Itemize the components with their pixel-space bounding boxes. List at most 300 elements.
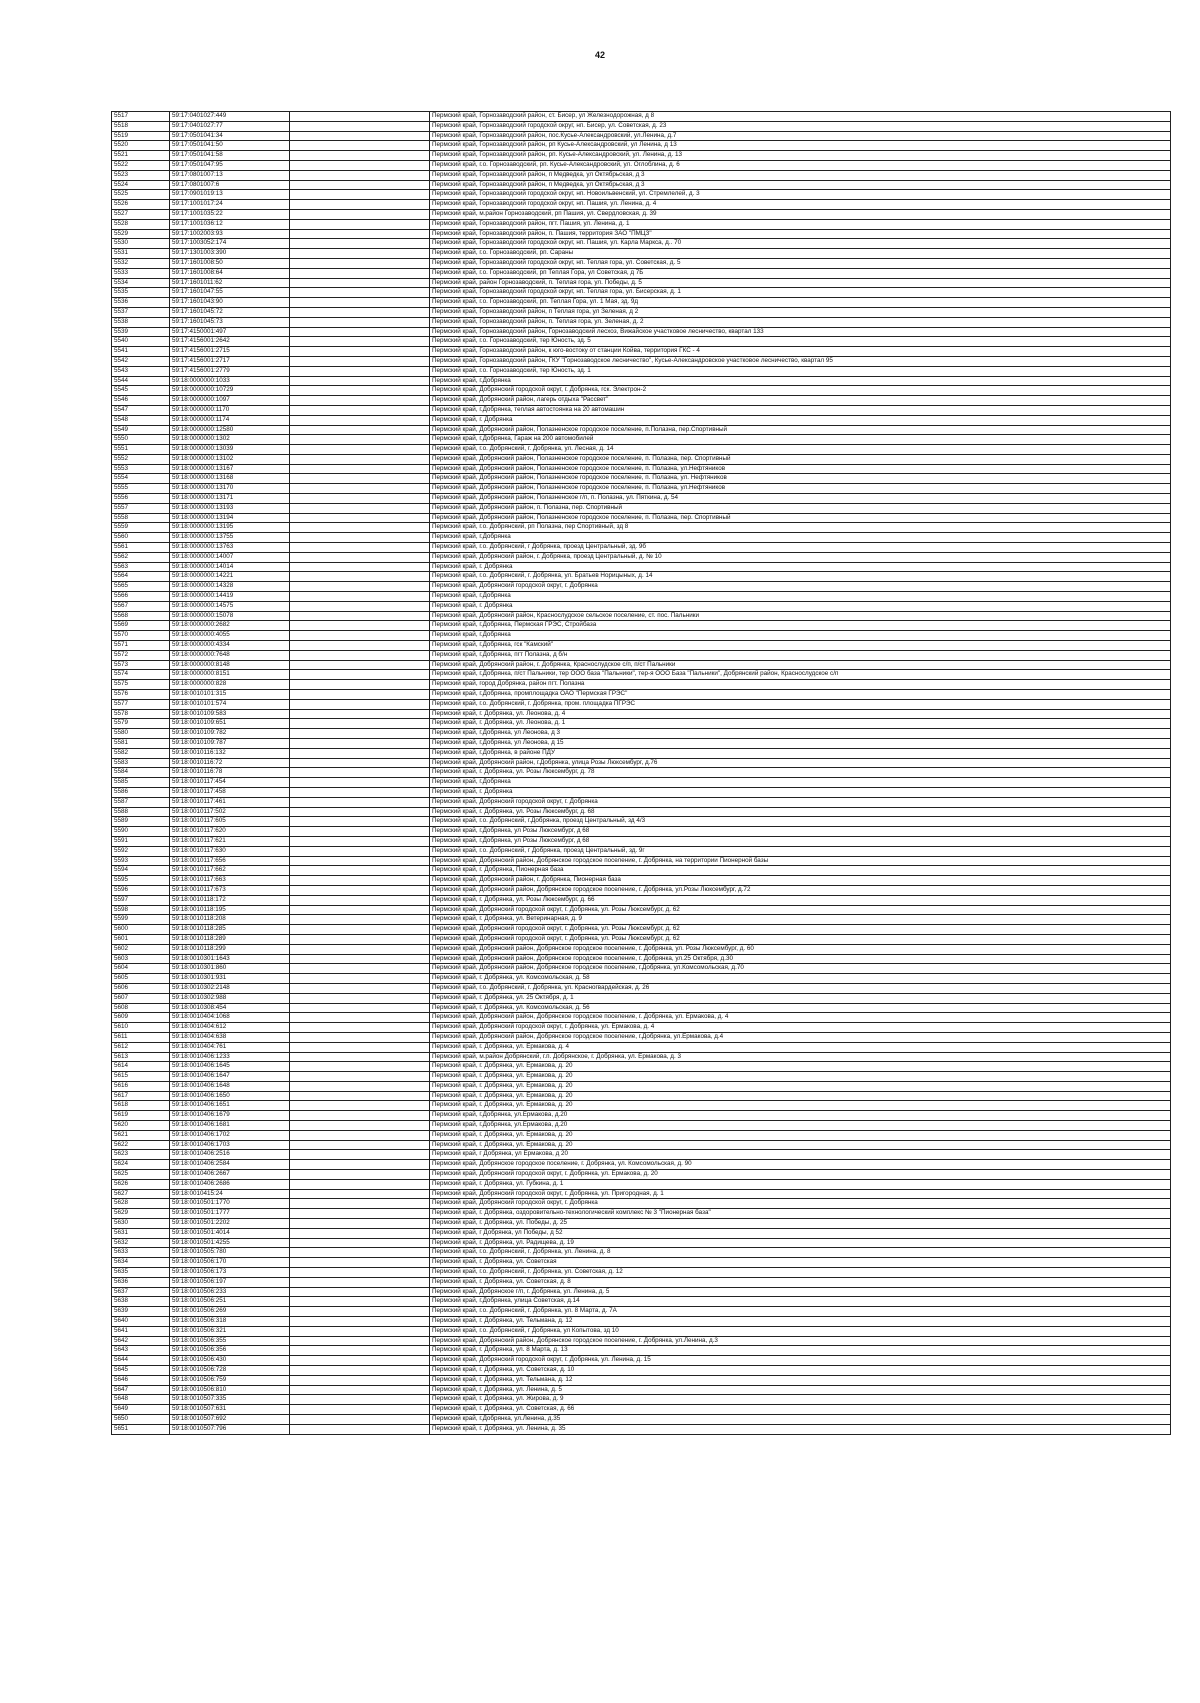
blank-cell: [290, 1189, 430, 1199]
address-cell: Пермский край, Добрянский район, Добрянское городское поселение, г. Добрянка, на территории Пионерной базы: [430, 856, 1171, 866]
blank-cell: [290, 131, 430, 141]
row-number-cell: 5598: [112, 905, 170, 915]
table-row: [112, 807, 1171, 817]
cadastral-number-cell: 59:18:0010507:335: [170, 1395, 290, 1405]
blank-cell: [290, 1101, 430, 1111]
cadastral-number-cell: 59:18:0010406:1647: [170, 1072, 290, 1082]
blank-cell: [290, 964, 430, 974]
cadastral-number-cell: 59:18:0000000:1302: [170, 435, 290, 445]
address-cell: Пермский край, г.Добрянка, ул Розы Люксембург, д 68: [430, 836, 1171, 846]
row-number-cell: 5555: [112, 484, 170, 494]
address-cell: Пермский край, Добрянский городской округ, г. Добрянка, ул. Розы Люксембург, д. 62: [430, 934, 1171, 944]
cadastral-number-cell: 59:18:0010506:356: [170, 1346, 290, 1356]
blank-cell: [290, 1405, 430, 1415]
cadastral-number-cell: 59:18:0010117:461: [170, 797, 290, 807]
cadastral-number-cell: 59:17:0501041:58: [170, 151, 290, 161]
address-cell: Пермский край, г. Добрянка, ул. Ермакова, д. 20: [430, 1081, 1171, 1091]
table-row: [112, 690, 1171, 700]
table-row: [112, 1179, 1171, 1189]
blank-cell: [290, 739, 430, 749]
row-number-cell: 5631: [112, 1228, 170, 1238]
row-number-cell: 5550: [112, 435, 170, 445]
table-row: [112, 592, 1171, 602]
address-cell: Пермский край, г. Добрянка, ул. Комсомольская, д. 56: [430, 1003, 1171, 1013]
table-row: [112, 719, 1171, 729]
row-number-cell: 5519: [112, 131, 170, 141]
row-number-cell: 5638: [112, 1297, 170, 1307]
address-cell: Пермский край, Добрянский городской округ, г. Добрянка, гск. Электрон-2: [430, 386, 1171, 396]
table-row: [112, 1199, 1171, 1209]
row-number-cell: 5581: [112, 739, 170, 749]
row-number-cell: 5612: [112, 1042, 170, 1052]
row-number-cell: 5575: [112, 680, 170, 690]
cadastral-number-cell: 59:18:0010406:1702: [170, 1130, 290, 1140]
table-row: [112, 474, 1171, 484]
blank-cell: [290, 1013, 430, 1023]
cadastral-number-cell: 59:18:0000000:12580: [170, 425, 290, 435]
address-cell: Пермский край, г. Добрянка, ул. Ермакова, д. 20: [430, 1130, 1171, 1140]
table-row: [112, 660, 1171, 670]
row-number-cell: 5566: [112, 592, 170, 602]
blank-cell: [290, 719, 430, 729]
blank-cell: [290, 729, 430, 739]
blank-cell: [290, 641, 430, 651]
address-cell: Пермский край, г.о. Добрянский, г. Добрянка, ул. Лесная, д. 14: [430, 445, 1171, 455]
row-number-cell: 5639: [112, 1307, 170, 1317]
blank-cell: [290, 288, 430, 298]
address-cell: Пермский край, Горнозаводский район, рп. Кусье-Александровский, ул. Ленина, д. 13: [430, 151, 1171, 161]
cadastral-number-cell: 59:18:0010406:2686: [170, 1179, 290, 1189]
table-row: [112, 562, 1171, 572]
cadastral-number-cell: 59:17:1003052:174: [170, 239, 290, 249]
cadastral-number-cell: 59:18:0000000:14419: [170, 592, 290, 602]
address-cell: Пермский край, г. Добрянка, ул. Тельмана, д. 12: [430, 1317, 1171, 1327]
cadastral-number-cell: 59:18:0010404:761: [170, 1042, 290, 1052]
row-number-cell: 5533: [112, 268, 170, 278]
row-number-cell: 5588: [112, 807, 170, 817]
blank-cell: [290, 846, 430, 856]
blank-cell: [290, 347, 430, 357]
cadastral-number-cell: 59:17:1601045:73: [170, 317, 290, 327]
cadastral-number-cell: 59:18:0010506:355: [170, 1336, 290, 1346]
row-number-cell: 5518: [112, 121, 170, 131]
row-number-cell: 5535: [112, 288, 170, 298]
table-row: [112, 1375, 1171, 1385]
blank-cell: [290, 249, 430, 259]
cadastral-number-cell: 59:18:0000000:1174: [170, 415, 290, 425]
cadastral-number-cell: 59:17:1601011:62: [170, 278, 290, 288]
address-cell: Пермский край, Добрянский городской округ, г. Добрянка: [430, 797, 1171, 807]
cadastral-number-cell: 59:18:0010118:289: [170, 934, 290, 944]
row-number-cell: 5637: [112, 1287, 170, 1297]
cadastral-number-cell: 59:17:4156001:2779: [170, 366, 290, 376]
blank-cell: [290, 523, 430, 533]
address-cell: Пермский край, Добрянский городской округ, г. Добрянка: [430, 582, 1171, 592]
address-cell: Пермский край, Горнозаводский городской округ, нп. Теплая гора, ул. Бисерская, д. 1: [430, 288, 1171, 298]
row-number-cell: 5553: [112, 464, 170, 474]
cadastral-number-cell: 59:18:0000000:4055: [170, 631, 290, 641]
row-number-cell: 5558: [112, 513, 170, 523]
table-row: [112, 1219, 1171, 1229]
blank-cell: [290, 1003, 430, 1013]
cadastral-number-cell: 59:17:1002003:93: [170, 229, 290, 239]
row-number-cell: 5622: [112, 1140, 170, 1150]
blank-cell: [290, 670, 430, 680]
table-row: [112, 298, 1171, 308]
table-row: [112, 484, 1171, 494]
table-row: [112, 1326, 1171, 1336]
blank-cell: [290, 1111, 430, 1121]
row-number-cell: 5647: [112, 1385, 170, 1395]
address-cell: Пермский край, Добрянский район, г.Добрянка, улица Розы Люксембург, д.76: [430, 758, 1171, 768]
table-row: [112, 974, 1171, 984]
blank-cell: [290, 1395, 430, 1405]
blank-cell: [290, 1209, 430, 1219]
table-row: [112, 1258, 1171, 1268]
row-number-cell: 5590: [112, 827, 170, 837]
row-number-cell: 5636: [112, 1277, 170, 1287]
address-cell: Пермский край, г. Добрянка, ул. Ермакова, д. 4: [430, 1042, 1171, 1052]
blank-cell: [290, 268, 430, 278]
table-row: [112, 895, 1171, 905]
blank-cell: [290, 396, 430, 406]
blank-cell: [290, 1081, 430, 1091]
blank-cell: [290, 797, 430, 807]
cadastral-number-cell: 59:18:0000000:13195: [170, 523, 290, 533]
blank-cell: [290, 660, 430, 670]
cadastral-number-cell: 59:18:0010501:4014: [170, 1228, 290, 1238]
table-row: [112, 650, 1171, 660]
blank-cell: [290, 1414, 430, 1424]
row-number-cell: 5552: [112, 454, 170, 464]
cadastral-number-cell: 59:17:0501047:95: [170, 160, 290, 170]
row-number-cell: 5529: [112, 229, 170, 239]
table-row: [112, 1062, 1171, 1072]
cadastral-number-cell: 59:18:0010506:318: [170, 1317, 290, 1327]
row-number-cell: 5616: [112, 1081, 170, 1091]
blank-cell: [290, 601, 430, 611]
row-number-cell: 5574: [112, 670, 170, 680]
blank-cell: [290, 239, 430, 249]
row-number-cell: 5563: [112, 562, 170, 572]
table-row: [112, 1238, 1171, 1248]
address-cell: Пермский край, г.о. Горнозаводский, рп Теплая Гора, ул Советская, д 7Б: [430, 268, 1171, 278]
address-cell: Пермский край, г.Добрянка: [430, 592, 1171, 602]
blank-cell: [290, 621, 430, 631]
address-cell: Пермский край, г.Добрянка: [430, 376, 1171, 386]
row-number-cell: 5557: [112, 503, 170, 513]
row-number-cell: 5621: [112, 1130, 170, 1140]
address-cell: Пермский край, Добрянский городской округ, г. Добрянка, ул. Пригородная, д. 1: [430, 1189, 1171, 1199]
blank-cell: [290, 415, 430, 425]
cadastral-number-cell: 59:18:0010507:692: [170, 1414, 290, 1424]
cadastral-number-cell: 59:18:0010117:663: [170, 876, 290, 886]
row-number-cell: 5543: [112, 366, 170, 376]
cadastral-number-cell: 59:18:0010118:195: [170, 905, 290, 915]
blank-cell: [290, 552, 430, 562]
cadastral-number-cell: 59:18:0010406:1651: [170, 1101, 290, 1111]
row-number-cell: 5539: [112, 327, 170, 337]
blank-cell: [290, 1150, 430, 1160]
row-number-cell: 5645: [112, 1366, 170, 1376]
address-cell: Пермский край, Добрянский городской округ, г. Добрянка, ул. Ермакова, д. 20: [430, 1170, 1171, 1180]
blank-cell: [290, 954, 430, 964]
blank-cell: [290, 895, 430, 905]
table-row: [112, 180, 1171, 190]
table-row: [112, 1277, 1171, 1287]
blank-cell: [290, 1356, 430, 1366]
address-cell: Пермский край, г. Добрянка: [430, 601, 1171, 611]
blank-cell: [290, 386, 430, 396]
blank-cell: [290, 1317, 430, 1327]
cadastral-number-cell: 59:17:1001017:24: [170, 200, 290, 210]
blank-cell: [290, 915, 430, 925]
row-number-cell: 5615: [112, 1072, 170, 1082]
cadastral-number-cell: 59:18:0010301:1643: [170, 954, 290, 964]
table-row: [112, 778, 1171, 788]
table-row: [112, 288, 1171, 298]
cadastral-number-cell: 59:18:0010301:931: [170, 974, 290, 984]
table-row: [112, 1395, 1171, 1405]
row-number-cell: 5580: [112, 729, 170, 739]
cadastral-number-cell: 59:17:1001035:22: [170, 209, 290, 219]
table-row: [112, 307, 1171, 317]
cadastral-number-cell: 59:18:0000000:13194: [170, 513, 290, 523]
address-cell: Пермский край, г. Добрянка, ул. 25 Октября, д. 1: [430, 993, 1171, 1003]
cadastral-number-cell: 59:18:0010109:782: [170, 729, 290, 739]
address-cell: Пермский край, г. Добрянка, ул. Ермакова, д. 20: [430, 1072, 1171, 1082]
blank-cell: [290, 690, 430, 700]
table-row: [112, 1072, 1171, 1082]
address-cell: Пермский край, г.Добрянка: [430, 778, 1171, 788]
table-row: [112, 787, 1171, 797]
table-row: [112, 1121, 1171, 1131]
cadastral-number-cell: 59:18:0010116:132: [170, 748, 290, 758]
cadastral-number-cell: 59:18:0010116:72: [170, 758, 290, 768]
row-number-cell: 5564: [112, 572, 170, 582]
cadastral-number-cell: 59:18:0010506:728: [170, 1366, 290, 1376]
address-cell: Пермский край, г.Добрянка, ул Леонова, д 3: [430, 729, 1171, 739]
row-number-cell: 5544: [112, 376, 170, 386]
table-row: [112, 944, 1171, 954]
row-number-cell: 5577: [112, 699, 170, 709]
address-cell: Пермский край, Добрянский район, г. Добрянка, Краснослудское с/п, п/ст Пальники: [430, 660, 1171, 670]
row-number-cell: 5547: [112, 405, 170, 415]
address-cell: Пермский край, г.о. Добрянский, г Добрянка, проезд Центральный, зд. 9г: [430, 846, 1171, 856]
table-row: [112, 611, 1171, 621]
address-cell: Пермский край, г. Добрянка, ул. Розы Люксембург, д. 68: [430, 807, 1171, 817]
registry-table-body: [112, 112, 1171, 1435]
table-row: [112, 141, 1171, 151]
blank-cell: [290, 405, 430, 415]
row-number-cell: 5549: [112, 425, 170, 435]
address-cell: Пермский край, г. Добрянка, ул. Ермакова, д. 20: [430, 1091, 1171, 1101]
row-number-cell: 5579: [112, 719, 170, 729]
blank-cell: [290, 768, 430, 778]
address-cell: Пермский край, Добрянский район, Полазненское городское поселение, п. Полазна, ул.Нефтяников: [430, 484, 1171, 494]
row-number-cell: 5597: [112, 895, 170, 905]
address-cell: Пермский край, г. Добрянка, ул. Ермакова, д. 20: [430, 1101, 1171, 1111]
cadastral-number-cell: 59:17:0401027:449: [170, 112, 290, 122]
table-row: [112, 317, 1171, 327]
blank-cell: [290, 376, 430, 386]
cadastral-number-cell: 59:18:0000000:4334: [170, 641, 290, 651]
address-cell: Пермский край, г. Добрянка, ул. Радищева, д. 19: [430, 1238, 1171, 1248]
row-number-cell: 5625: [112, 1170, 170, 1180]
row-number-cell: 5611: [112, 1032, 170, 1042]
blank-cell: [290, 1346, 430, 1356]
cadastral-number-cell: 59:18:0000000:10729: [170, 386, 290, 396]
row-number-cell: 5542: [112, 356, 170, 366]
blank-cell: [290, 836, 430, 846]
blank-cell: [290, 327, 430, 337]
row-number-cell: 5627: [112, 1189, 170, 1199]
cadastral-number-cell: 59:17:0501041:34: [170, 131, 290, 141]
row-number-cell: 5528: [112, 219, 170, 229]
row-number-cell: 5530: [112, 239, 170, 249]
table-row: [112, 1042, 1171, 1052]
cadastral-number-cell: 59:18:0010404:1068: [170, 1013, 290, 1023]
blank-cell: [290, 1140, 430, 1150]
address-cell: Пермский край, Добрянский район, лагерь отдыха "Рассвет": [430, 396, 1171, 406]
table-row: [112, 151, 1171, 161]
address-cell: Пермский край, Добрянский район, Полазненское городское поселение, п. Полазна, ул. Нефтяников: [430, 474, 1171, 484]
table-row: [112, 964, 1171, 974]
row-number-cell: 5559: [112, 523, 170, 533]
blank-cell: [290, 464, 430, 474]
table-row: [112, 454, 1171, 464]
blank-cell: [290, 974, 430, 984]
blank-cell: [290, 1228, 430, 1238]
blank-cell: [290, 748, 430, 758]
table-row: [112, 954, 1171, 964]
cadastral-number-cell: 59:18:0010302:2148: [170, 983, 290, 993]
address-cell: Пермский край, Добрянский район, Добрянское городское поселение, г. Добрянка, ул. Ермакова, д. 4: [430, 1013, 1171, 1023]
table-row: [112, 405, 1171, 415]
row-number-cell: 5613: [112, 1052, 170, 1062]
address-cell: Пермский край, г.Добрянка, промплощадка ОАО "Пермская ГРЭС": [430, 690, 1171, 700]
table-row: [112, 993, 1171, 1003]
row-number-cell: 5640: [112, 1317, 170, 1327]
table-row: [112, 1297, 1171, 1307]
address-cell: Пермский край, г.о. Горнозаводский, рп. Теплая Гора, ул. 1 Мая, зд. 9д: [430, 298, 1171, 308]
row-number-cell: 5527: [112, 209, 170, 219]
blank-cell: [290, 1307, 430, 1317]
address-cell: Пермский край, г.о. Добрянский, рп Полазна, пер Спортивный, зд 8: [430, 523, 1171, 533]
address-cell: Пермский край, г.Добрянка, ул.Ермакова, д.20: [430, 1121, 1171, 1131]
blank-cell: [290, 170, 430, 180]
row-number-cell: 5593: [112, 856, 170, 866]
address-cell: Пермский край, Горнозаводский район, п Медведка, ул Октябрьская, д 3: [430, 170, 1171, 180]
blank-cell: [290, 1121, 430, 1131]
cadastral-number-cell: 59:18:0010406:1645: [170, 1062, 290, 1072]
table-row: [112, 543, 1171, 553]
row-number-cell: 5520: [112, 141, 170, 151]
blank-cell: [290, 1130, 430, 1140]
row-number-cell: 5610: [112, 1023, 170, 1033]
address-cell: Пермский край, г. Добрянка, ул. Советская, д. 66: [430, 1405, 1171, 1415]
row-number-cell: 5635: [112, 1268, 170, 1278]
address-cell: Пермский край, г. Добрянка, оздоровительно-технологический комплекс № 3 "Пионерная база": [430, 1209, 1171, 1219]
table-row: [112, 846, 1171, 856]
address-cell: Пермский край, г. Добрянка, ул. Ленина, д. 35: [430, 1424, 1171, 1434]
table-row: [112, 1013, 1171, 1023]
blank-cell: [290, 503, 430, 513]
table-row: [112, 523, 1171, 533]
cadastral-number-cell: 59:18:0010117:605: [170, 817, 290, 827]
row-number-cell: 5562: [112, 552, 170, 562]
address-cell: Пермский край, Добрянское г/п, г. Добрянка, ул. Ленина, д. 5: [430, 1287, 1171, 1297]
address-cell: Пермский край, г.Добрянка, улица Советская, д.14: [430, 1297, 1171, 1307]
row-number-cell: 5642: [112, 1336, 170, 1346]
address-cell: Пермский край, г.Добрянка, гск "Камский": [430, 641, 1171, 651]
row-number-cell: 5619: [112, 1111, 170, 1121]
address-cell: Пермский край, г. Добрянка, ул. Жирова, д. 9: [430, 1395, 1171, 1405]
address-cell: Пермский край, г Добрянка, ул Ермакова, д 20: [430, 1150, 1171, 1160]
table-row: [112, 631, 1171, 641]
row-number-cell: 5584: [112, 768, 170, 778]
cadastral-number-cell: 59:18:0010404:612: [170, 1023, 290, 1033]
cadastral-number-cell: 59:18:0000000:15078: [170, 611, 290, 621]
cadastral-number-cell: 59:17:1601047:55: [170, 288, 290, 298]
cadastral-number-cell: 59:18:0010109:787: [170, 739, 290, 749]
row-number-cell: 5551: [112, 445, 170, 455]
blank-cell: [290, 758, 430, 768]
cadastral-number-cell: 59:18:0000000:1097: [170, 396, 290, 406]
address-cell: Пермский край, Добрянский район, Добрянское городское поселение, г. Добрянка, ул. Розы Люксембург, д. 60: [430, 944, 1171, 954]
blank-cell: [290, 827, 430, 837]
blank-cell: [290, 1385, 430, 1395]
table-row: [112, 1424, 1171, 1434]
row-number-cell: 5586: [112, 787, 170, 797]
cadastral-number-cell: 59:18:0000000:13170: [170, 484, 290, 494]
table-row: [112, 1268, 1171, 1278]
table-row: [112, 249, 1171, 259]
address-cell: Пермский край, город Добрянка, район пгт. Полазна: [430, 680, 1171, 690]
row-number-cell: 5599: [112, 915, 170, 925]
table-row: [112, 827, 1171, 837]
address-cell: Пермский край, г. Добрянка, ул. Победы, д. 25: [430, 1219, 1171, 1229]
table-row: [112, 435, 1171, 445]
cadastral-number-cell: 59:18:0010406:2516: [170, 1150, 290, 1160]
table-row: [112, 641, 1171, 651]
blank-cell: [290, 366, 430, 376]
table-row: [112, 356, 1171, 366]
blank-cell: [290, 699, 430, 709]
row-number-cell: 5626: [112, 1179, 170, 1189]
blank-cell: [290, 337, 430, 347]
address-cell: Пермский край, Добрянский район, п. Полазна, пер. Спортивный: [430, 503, 1171, 513]
cadastral-number-cell: 59:17:1601008:64: [170, 268, 290, 278]
table-row: [112, 905, 1171, 915]
row-number-cell: 5592: [112, 846, 170, 856]
address-cell: Пермский край, г. Добрянка, ул. Ленина, д. 5: [430, 1385, 1171, 1395]
address-cell: Пермский край, г.о. Добрянский, г. Добрянка, ул. 8 Марта, д. 7А: [430, 1307, 1171, 1317]
cadastral-number-cell: 59:18:0010406:2584: [170, 1160, 290, 1170]
row-number-cell: 5524: [112, 180, 170, 190]
address-cell: Пермский край, Добрянский район, Добрянское городское поселение, г. Добрянка, ул.25 Октября, д.30: [430, 954, 1171, 964]
table-row: [112, 1356, 1171, 1366]
row-number-cell: 5546: [112, 396, 170, 406]
blank-cell: [290, 650, 430, 660]
blank-cell: [290, 445, 430, 455]
address-cell: Пермский край, г. Добрянка, ул. 8 Марта, д. 13: [430, 1346, 1171, 1356]
row-number-cell: 5624: [112, 1160, 170, 1170]
blank-cell: [290, 1326, 430, 1336]
cadastral-number-cell: 59:18:0010308:454: [170, 1003, 290, 1013]
address-cell: Пермский край, г.Добрянка: [430, 533, 1171, 543]
blank-cell: [290, 474, 430, 484]
